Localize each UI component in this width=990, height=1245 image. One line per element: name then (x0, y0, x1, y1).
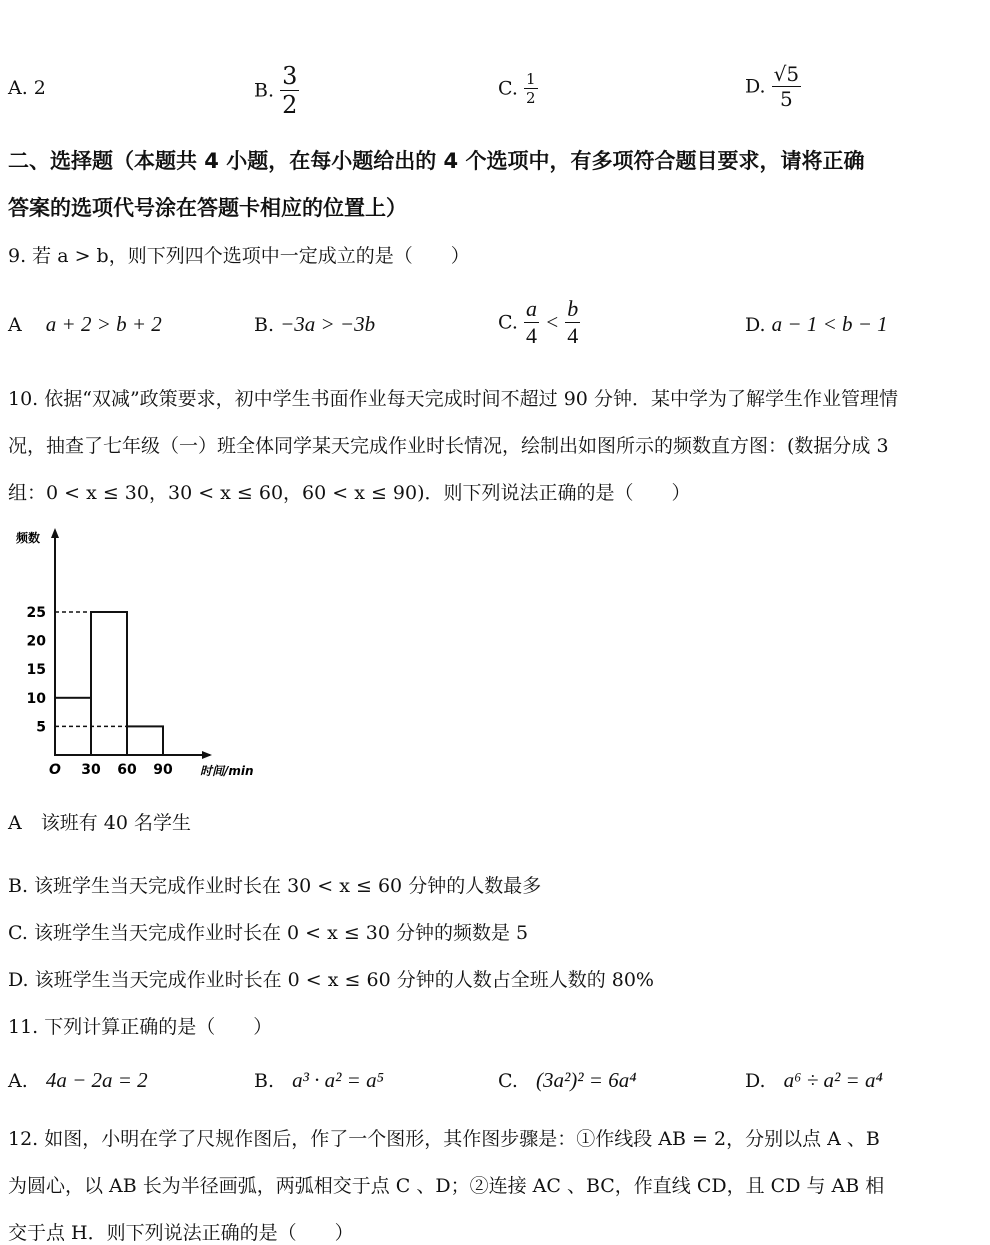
q8-option-c-fraction (524, 70, 538, 107)
x-tick-label: 30 (81, 762, 101, 778)
q9-option-c-fraction-a (524, 296, 539, 349)
x-tick-label: 90 (153, 762, 173, 778)
histogram-axes (51, 528, 212, 759)
fraction-numerator: a (525, 296, 537, 321)
q11-option-a (8, 1068, 148, 1093)
q9-option-b-label: B. (254, 314, 275, 336)
q10-option-d: D. 该班学生当天完成作业时长在 0 < x ≤ 60 分钟的人数占全班人数的 80% (8, 969, 654, 991)
fraction-denominator: 5 (780, 87, 793, 111)
histogram-x-axis-label: 时间/min (200, 764, 254, 778)
histogram-bar (127, 726, 163, 755)
q8-option-c-label: C. (498, 77, 518, 100)
q8-option-b-label: B. (254, 79, 275, 102)
q12-stem-line1: 12. 如图，小明在学了尺规作图后，作了一个图形，其作图步骤是：①作线段 AB = 2，分别以点 A 、B (8, 1128, 880, 1150)
q11-option-c-expr: (3a²)² = 6a⁴ (535, 1068, 637, 1092)
fraction-numerator: 3 (282, 62, 298, 90)
histogram-bars (55, 612, 163, 755)
q9-option-c (498, 296, 580, 349)
q9-option-d-label: D. (745, 314, 766, 336)
q11-option-a-expr: 4a − 2a = 2 (45, 1068, 148, 1092)
q8-option-c (498, 70, 538, 107)
q11-stem: 11. 下列计算正确的是（ ） (8, 1016, 273, 1038)
q8-option-d-label: D. (745, 75, 766, 98)
y-axis-arrow-icon (51, 528, 59, 538)
q11-option-d-expr: a⁶ ÷ a² = a⁴ (783, 1068, 883, 1092)
q11-option-d-label: D. (745, 1070, 766, 1092)
q9-option-a-label: A (8, 314, 22, 336)
y-tick-label: 25 (26, 605, 46, 621)
x-tick-label: O (49, 762, 61, 778)
fraction-numerator: √5 (773, 62, 800, 86)
fraction-numerator: 1 (525, 70, 536, 88)
q9-option-d-expr: a − 1 < b − 1 (771, 312, 888, 336)
histogram-y-axis-label: 频数 (16, 531, 41, 545)
x-tick-label: 60 (117, 762, 137, 778)
q8-option-d-fraction (772, 62, 801, 111)
q10-option-b: B. 该班学生当天完成作业时长在 30 < x ≤ 60 分钟的人数最多 (8, 875, 542, 897)
q9-option-c-operator: < (545, 310, 560, 334)
y-tick-label: 5 (36, 719, 46, 736)
y-tick-label: 15 (26, 662, 46, 679)
q9-option-d (745, 312, 888, 337)
q8-option-a: A. 2 (8, 77, 46, 99)
q9-stem: 9. 若 a > b，则下列四个选项中一定成立的是（ ） (8, 245, 470, 267)
q12-stem-line2: 为圆心，以 AB 长为半径画弧，两弧相交于点 C 、D；②连接 AC 、BC，作直线 CD，且 CD 与 AB 相 (8, 1175, 885, 1197)
q11-option-b (254, 1068, 384, 1093)
q9-option-a (8, 312, 162, 337)
section-2-heading-line2: 答案的选项代号涂在答题卡相应的位置上） (8, 196, 407, 220)
q10-option-a: A 该班有 40 名学生 (8, 812, 191, 834)
q10-option-c: C. 该班学生当天完成作业时长在 0 < x ≤ 30 分钟的频数是 5 (8, 922, 529, 944)
q11-option-a-label: A. (8, 1070, 28, 1092)
fraction-denominator: 2 (282, 91, 298, 119)
q8-option-b (254, 62, 299, 119)
q8-option-b-fraction (280, 62, 299, 119)
q10-stem-line3: 组：0 < x ≤ 30，30 < x ≤ 60，60 < x ≤ 90)．则下列说法正确的是（ ） (8, 482, 691, 504)
q10-stem-line1: 10. 依据“双减”政策要求，初中学生书面作业每天完成时间不超过 90 分钟．某中学为了解学生作业管理情 (8, 388, 898, 410)
q9-option-a-expr: a + 2 > b + 2 (45, 312, 162, 336)
y-tick-label: 20 (26, 633, 46, 650)
frequency-histogram (0, 518, 280, 783)
section-2-heading-line1: 二、选择题（本题共 4 小题，在每小题给出的 4 个选项中，有多项符合题目要求，请将正确 (8, 149, 865, 173)
q9-option-b (254, 312, 375, 337)
fraction-denominator: 4 (567, 323, 579, 348)
q11-option-d (745, 1068, 883, 1093)
fraction-denominator: 4 (525, 323, 537, 348)
q9-option-b-expr: −3a > −3b (280, 312, 376, 336)
histogram-tick-labels (27, 605, 173, 778)
histogram-bar (91, 612, 127, 755)
q12-stem-line3: 交于点 H．则下列说法正确的是（ ） (8, 1222, 354, 1244)
y-tick-label: 10 (26, 690, 46, 707)
q8-option-d (745, 62, 801, 111)
q11-option-b-expr: a³ · a² = a⁵ (292, 1068, 384, 1092)
fraction-numerator: b (567, 296, 579, 321)
q9-option-c-fraction-b (565, 296, 580, 349)
x-axis-arrow-icon (202, 751, 212, 759)
q11-option-c-label: C. (498, 1070, 518, 1092)
fraction-denominator: 2 (525, 89, 536, 107)
q11-option-b-label: B. (254, 1070, 275, 1092)
q10-stem-line2: 况，抽查了七年级（一）班全体同学某天完成作业时长情况，绘制出如图所示的频数直方图：(数据分成 3 (8, 435, 889, 457)
q9-option-c-label: C. (498, 311, 518, 334)
q11-option-c (498, 1068, 637, 1093)
